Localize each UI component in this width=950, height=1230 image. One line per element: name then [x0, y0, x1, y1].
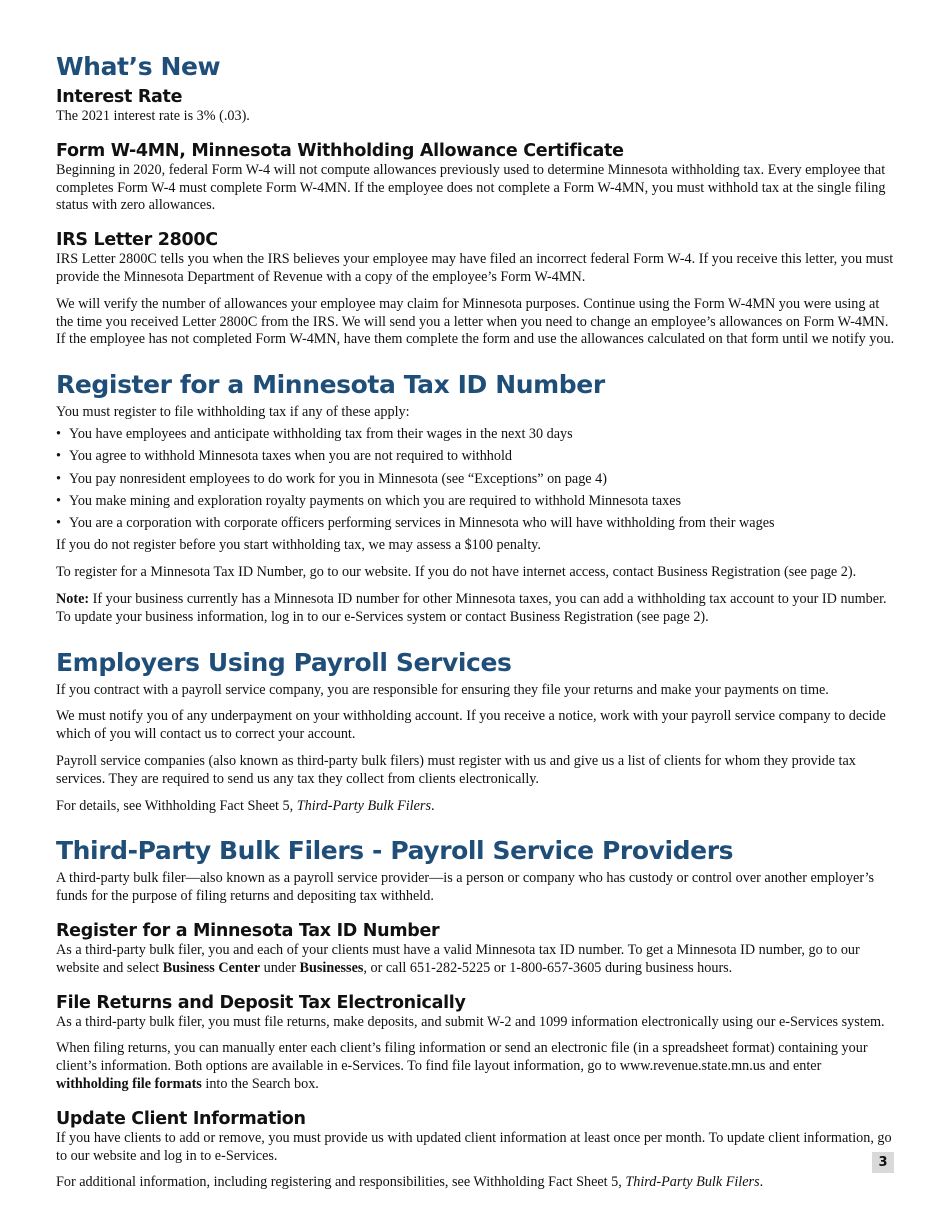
register-intro: You must register to file withholding tax if any of these apply:: [56, 404, 410, 421]
update-client-paragraph-1: If you have clients to add or remove, you must provide us with updated client information at least once per month. To update client information, go to our website and log in to e-Services.: [56, 1129, 892, 1164]
list-item: • You are a corporation with corporate officers performing services in Minnesota who will have withholding from their wages: [56, 515, 775, 532]
bulk-register-heading: Register for a Minnesota Tax ID Number: [56, 921, 440, 942]
w4mn-heading: Form W-4MN, Minnesota Withholding Allowance Certificate: [56, 140, 624, 161]
note-label: Note:: [56, 591, 90, 608]
update-client-heading: Update Client Information: [56, 1108, 306, 1129]
register-how: To register for a Minnesota Tax ID Number, go to our website. If you do not have internet access, contact Business Registration (see page 2).: [56, 564, 857, 581]
payroll-paragraph-3: Payroll service companies (also known as third-party bulk filers) must register with us and give us a list of clients for whom they provide tax services. They are required to send us any tax they collect from clients electronically.: [56, 753, 856, 787]
page-number: 3: [872, 1152, 894, 1173]
list-item: • You make mining and exploration royalty payments on which you are required to withhold Minnesota taxes: [56, 492, 682, 509]
list-item: • You agree to withhold Minnesota taxes when you are not required to withhold: [56, 448, 513, 465]
payroll-heading: Employers Using Payroll Services: [56, 647, 512, 677]
whats-new-heading: What’s New: [56, 52, 221, 81]
irs-letter-heading: IRS Letter 2800C: [56, 230, 218, 251]
interest-rate-heading: Interest Rate: [56, 87, 183, 107]
register-penalty: If you do not register before you start withholding tax, we may assess a $100 penalty.: [56, 537, 541, 554]
w4mn-text: Beginning in 2020, federal Form W-4 will not compute allowances previously used to determine Minnesota withholding tax. Every employee that completes Form W-4 must complete Form W-4MN. If the employee does not complete a Form W-4MN, you must withhold tax at the single filing status with zero allowances.: [56, 161, 886, 214]
register-requirements-list: [56, 426, 896, 533]
payroll-paragraph-1: If you contract with a payroll service company, you are responsible for ensuring they file your returns and make your payments on time.: [56, 681, 829, 698]
payroll-paragraph-2: We must notify you of any underpayment on your withholding account. If you receive a notice, work with your payroll service company to decide which of you will contact us to correct your account.: [56, 708, 886, 743]
irs-letter-paragraph-2: We will verify the number of allowances your employee may claim for Minnesota purposes. Continue using the Form W-4MN you were using at the time you received Letter 2800C from the IRS. We will send you a letter when you need to change an employee’s allowances on Form W-4MN. If the employee has not completed Form W-4MN, have them complete the form and use the allowances calculated on that form until we notify you.: [56, 295, 895, 348]
register-note: Note: If your business currently has a Minnesota ID number for other Minnesota taxes, you can add a withholding tax account to your ID number. To update your business information, log in to our e-Services system or contact Business Registration (see page 2).: [56, 591, 887, 625]
bulk-register-text: As a third-party bulk filer, you and each of your clients must have a valid Minnesota tax ID number. To get a Minnesota ID number, go to our website and select Business Center under Businesses, or call 651-282-5225 or 1-800-657-3605 during business hours.: [56, 942, 860, 976]
irs-letter-paragraph-1: IRS Letter 2800C tells you when the IRS believes your employee may have filed an incorrect federal Form W-4. If you receive this letter, you must provide the Minnesota Department of Revenue with a copy of the employee’s Form W-4MN.: [56, 251, 894, 285]
document-page: [56, 50, 896, 1201]
list-item: • You pay nonresident employees to do work for you in Minnesota (see “Exceptions” on page 4): [56, 470, 607, 487]
file-returns-paragraph-2: When filing returns, you can manually enter each client’s filing information or send an electronic file (in a spreadsheet format) containing your client’s information. Both options are available in e-Services. To find file layout information, go to www.revenue.state.mn.us and enter withholding file formats into the Search box.: [56, 1040, 868, 1092]
payroll-paragraph-4: For details, see Withholding Fact Sheet 5, Third-Party Bulk Filers.: [56, 797, 435, 814]
file-returns-paragraph-1: As a third-party bulk filer, you must file returns, make deposits, and submit W-2 and 1099 information electronically using our e-Services system.: [56, 1013, 885, 1030]
update-client-paragraph-2: For additional information, including registering and responsibilities, see Withholding Fact Sheet 5, Third-Party Bulk Filers.: [56, 1174, 764, 1191]
list-item: • You have employees and anticipate withholding tax from their wages in the next 30 days: [56, 425, 573, 442]
bulk-filers-intro: A third-party bulk filer—also known as a payroll service provider—is a person or company who has custody or control over another employer’s funds for the purpose of filing returns and depositing tax withheld.: [56, 870, 875, 905]
file-returns-heading: File Returns and Deposit Tax Electronically: [56, 992, 466, 1013]
register-heading: Register for a Minnesota Tax ID Number: [56, 370, 605, 400]
bulk-filers-heading: Third-Party Bulk Filers - Payroll Service Providers: [56, 836, 734, 866]
interest-rate-text: The 2021 interest rate is 3% (.03).: [56, 108, 250, 124]
